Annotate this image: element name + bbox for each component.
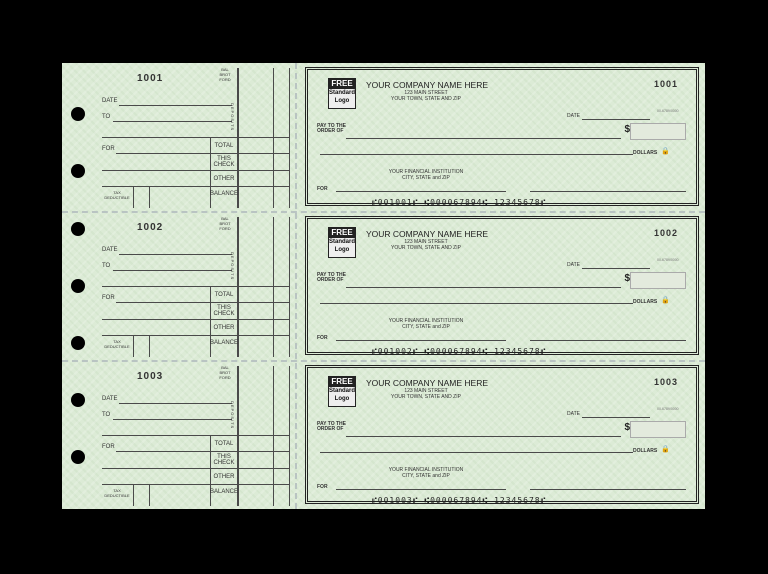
- rule: [102, 286, 290, 287]
- tax-deductible-label: TAX DEDUCTIBLE: [104, 339, 130, 349]
- amount-words-field[interactable]: [320, 303, 633, 304]
- bal-brot-fwd-label: BAL BROT FORD: [219, 67, 231, 82]
- company-town: YOUR TOWN, STATE AND ZIP: [391, 245, 461, 251]
- logo-logo-text: Logo: [334, 98, 350, 104]
- routing-fraction: 00-6789/0000: [657, 407, 679, 411]
- dollars-label: DOLLARS: [633, 448, 658, 454]
- memo-field[interactable]: [336, 340, 506, 341]
- dollar-sign: $: [624, 124, 630, 135]
- rule: [102, 335, 290, 336]
- company-name: YOUR COMPANY NAME HERE: [366, 229, 489, 239]
- to-label: TO: [102, 412, 111, 418]
- company-name: YOUR COMPANY NAME HERE: [366, 378, 489, 388]
- pay-to-label: PAY TO THE ORDER OF: [317, 123, 346, 134]
- date-field[interactable]: [119, 403, 232, 404]
- rule: [102, 186, 290, 187]
- micr-line: ⑈001001⑈ ⑆000067894⑆ 12345678⑈: [372, 198, 547, 207]
- signature-field[interactable]: [530, 340, 686, 341]
- column-divider: [273, 68, 274, 208]
- column-divider: [273, 217, 274, 357]
- deposits-label: DEPOSITS: [230, 252, 235, 281]
- other-label: OTHER: [213, 325, 235, 331]
- payee-field[interactable]: [346, 436, 621, 437]
- logo-placeholder: [328, 227, 356, 258]
- to-label: TO: [102, 114, 111, 120]
- routing-fraction: 00-6789/0000: [657, 109, 679, 113]
- rule: [102, 484, 290, 485]
- for-field[interactable]: [116, 153, 290, 154]
- logo-free-text: FREE: [329, 377, 355, 387]
- micr-line: ⑈001003⑈ ⑆000067894⑆ 12345678⑈: [372, 496, 547, 505]
- bank-name: YOUR FINANCIAL INSTITUTION: [388, 169, 464, 175]
- memo-label: FOR: [317, 335, 328, 341]
- company-street: 123 MAIN STREET: [404, 388, 448, 394]
- date-label: DATE: [102, 98, 118, 104]
- logo-placeholder: [328, 78, 356, 109]
- stub-number: 1003: [137, 371, 164, 382]
- logo-free-text: FREE: [329, 79, 355, 89]
- deposits-label: DEPOSITS: [230, 401, 235, 430]
- date-field[interactable]: [119, 105, 232, 106]
- check-row-1: [62, 63, 705, 211]
- dollars-label: DOLLARS: [633, 150, 658, 156]
- amount-field[interactable]: [630, 272, 686, 289]
- check-number: 1003: [653, 377, 678, 387]
- column-divider: [289, 366, 290, 506]
- for-label: FOR: [102, 295, 115, 301]
- tax-deductible-label: TAX DEDUCTIBLE: [104, 190, 130, 200]
- pay-to-label: PAY TO THE ORDER OF: [317, 272, 346, 283]
- micr-line: ⑈001002⑈ ⑆000067894⑆ 12345678⑈: [372, 347, 547, 356]
- column-divider: [133, 186, 134, 208]
- deposit-divider: [237, 366, 239, 506]
- total-label: TOTAL: [214, 292, 234, 298]
- column-divider: [273, 366, 274, 506]
- company-town: YOUR TOWN, STATE AND ZIP: [391, 96, 461, 102]
- tax-deductible-label: TAX DEDUCTIBLE: [104, 488, 130, 498]
- company-town: YOUR TOWN, STATE AND ZIP: [391, 394, 461, 400]
- for-field[interactable]: [116, 451, 290, 452]
- amount-field[interactable]: [630, 421, 686, 438]
- balance-label: BALANCE: [209, 191, 238, 197]
- column-divider: [289, 68, 290, 208]
- rule: [102, 435, 290, 436]
- this-check-label: THIS CHECK: [213, 156, 235, 168]
- memo-field[interactable]: [336, 489, 506, 490]
- date-field[interactable]: [582, 268, 650, 269]
- total-label: TOTAL: [214, 441, 234, 447]
- stub-number: 1001: [137, 73, 164, 84]
- pay-to-label: PAY TO THE ORDER OF: [317, 421, 346, 432]
- to-field[interactable]: [113, 419, 232, 420]
- rule: [102, 137, 290, 138]
- to-field[interactable]: [113, 121, 232, 122]
- lock-icon: 🔒: [661, 297, 670, 304]
- for-label: FOR: [102, 146, 115, 152]
- column-divider: [149, 186, 150, 208]
- logo-logo-text: Logo: [334, 396, 350, 402]
- lock-icon: 🔒: [661, 446, 670, 453]
- column-divider: [149, 335, 150, 357]
- check-number: 1002: [653, 228, 678, 238]
- balance-label: BALANCE: [209, 340, 238, 346]
- signature-field[interactable]: [530, 191, 686, 192]
- check-sheet: [62, 63, 705, 509]
- for-field[interactable]: [116, 302, 290, 303]
- bank-city: CITY, STATE and ZIP: [402, 324, 450, 330]
- company-street: 123 MAIN STREET: [404, 90, 448, 96]
- company-name: YOUR COMPANY NAME HERE: [366, 80, 489, 90]
- amount-words-field[interactable]: [320, 452, 633, 453]
- payee-field[interactable]: [346, 138, 621, 139]
- amount-field[interactable]: [630, 123, 686, 140]
- column-divider: [149, 484, 150, 506]
- check-number: 1001: [653, 79, 678, 89]
- check-row-3: [62, 361, 705, 509]
- date-label: DATE: [102, 247, 118, 253]
- check: [305, 365, 699, 504]
- logo-logo-text: Logo: [334, 247, 350, 253]
- check: [305, 67, 699, 206]
- deposits-label: DEPOSITS: [230, 103, 235, 132]
- memo-label: FOR: [317, 484, 328, 490]
- date-label: DATE: [567, 113, 580, 119]
- date-label: DATE: [567, 262, 580, 268]
- bank-city: CITY, STATE and ZIP: [402, 175, 450, 181]
- to-field[interactable]: [113, 270, 232, 271]
- balance-label: BALANCE: [209, 489, 238, 495]
- for-label: FOR: [102, 444, 115, 450]
- signature-field[interactable]: [530, 489, 686, 490]
- bank-name: YOUR FINANCIAL INSTITUTION: [388, 467, 464, 473]
- routing-fraction: 00-6789/0000: [657, 258, 679, 262]
- total-label: TOTAL: [214, 143, 234, 149]
- bal-brot-fwd-label: BAL BROT FORD: [219, 216, 231, 231]
- bal-brot-fwd-label: BAL BROT FORD: [219, 365, 231, 380]
- memo-field[interactable]: [336, 191, 506, 192]
- company-street: 123 MAIN STREET: [404, 239, 448, 245]
- deposit-divider: [237, 68, 239, 208]
- bank-city: CITY, STATE and ZIP: [402, 473, 450, 479]
- payee-field[interactable]: [346, 287, 621, 288]
- to-label: TO: [102, 263, 111, 269]
- other-label: OTHER: [213, 474, 235, 480]
- logo-standard-text: Standard: [329, 90, 356, 96]
- lock-icon: 🔒: [661, 148, 670, 155]
- date-field[interactable]: [582, 119, 650, 120]
- check: [305, 216, 699, 355]
- date-label: DATE: [567, 411, 580, 417]
- rule: [102, 468, 290, 469]
- date-field[interactable]: [582, 417, 650, 418]
- dollar-sign: $: [624, 422, 630, 433]
- column-divider: [289, 217, 290, 357]
- column-divider: [133, 335, 134, 357]
- check-row-2: [62, 212, 705, 360]
- this-check-label: THIS CHECK: [213, 305, 235, 317]
- date-field[interactable]: [119, 254, 232, 255]
- logo-standard-text: Standard: [329, 388, 356, 394]
- dollars-label: DOLLARS: [633, 299, 658, 305]
- logo-free-text: FREE: [329, 228, 355, 238]
- rule: [102, 319, 290, 320]
- logo-standard-text: Standard: [329, 239, 356, 245]
- other-label: OTHER: [213, 176, 235, 182]
- date-label: DATE: [102, 396, 118, 402]
- dollar-sign: $: [624, 273, 630, 284]
- deposit-divider: [237, 217, 239, 357]
- bank-name: YOUR FINANCIAL INSTITUTION: [388, 318, 464, 324]
- amount-words-field[interactable]: [320, 154, 633, 155]
- memo-label: FOR: [317, 186, 328, 192]
- logo-placeholder: [328, 376, 356, 407]
- rule: [102, 170, 290, 171]
- column-divider: [133, 484, 134, 506]
- stub-number: 1002: [137, 222, 164, 233]
- this-check-label: THIS CHECK: [213, 454, 235, 466]
